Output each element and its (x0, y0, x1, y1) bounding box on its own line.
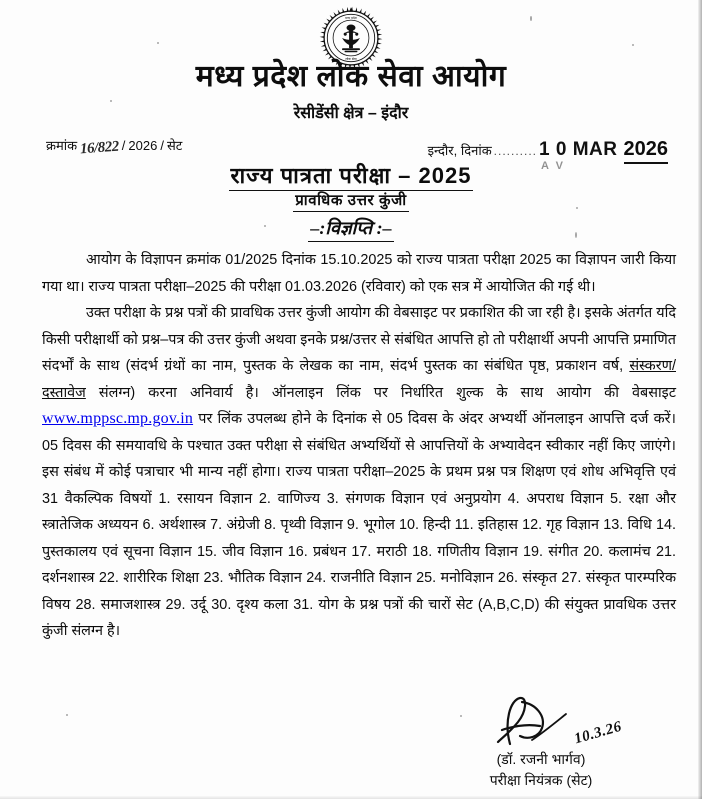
organization-subtitle: रेसीडेंसी क्षेत्र – इंदौर (293, 105, 409, 122)
dateline-place-label: इन्दौर, दिनांक (427, 143, 492, 158)
reference-separator-2: / (160, 138, 164, 153)
reference-label: क्रमांक (46, 138, 78, 153)
reference-handwritten-number: 16/822 (79, 138, 120, 158)
signatory-name: (डॉ. रजनी भार्गव) (496, 751, 586, 767)
reference-separator-1: / (121, 138, 126, 153)
answer-key-subtitle-text: प्रावधिक उत्तर कुंजी (293, 192, 409, 212)
document-body (42, 247, 676, 645)
page-title: मध्य प्रदेश लोक सेवा आयोग (195, 60, 507, 93)
exam-title (0, 160, 702, 190)
reference-year: 2026 (128, 138, 158, 153)
paragraph-2-underlined-term: संस्करण/दस्तावेज (42, 358, 676, 401)
paragraph-2-tail: के प्रश्न पत्रों की चारों सेट (A,B,C,D) की संयुक्त प्रावधिक उत्तर कुंजी संलग्न है। (42, 596, 676, 639)
handwritten-signature (426, 692, 656, 748)
answer-key-subtitle (0, 190, 702, 210)
reference-suffix: सेट (166, 138, 183, 153)
paragraph-2 (42, 300, 676, 645)
scan-speck (66, 714, 68, 716)
date-stamp-day: 1 0 (539, 139, 567, 160)
paragraph-2-part-3: पर लिंक उपलब्ध होने के दिनांक से 05 दिवस के अंदर अभ्यर्थी ऑनलाइन आपत्ति दर्ज करें। 05 दिवस की समयावधि के पश्चात उक्त परीक्षा से संबंधित अभ्यर्थियों से आपत्तियों के अभ्यावेदन स्वीकार नहीं किए जाएंगे। इस संबंध में कोई पत्राचार भी मान्य नहीं होगा। राज्य पात्रता परीक्षा–2025 के प्रथम प्रश्न पत्र शिक्षण एवं शोध अभिवृत्ति एवं 31 वैकल्पिक विषयों (42, 411, 676, 507)
subject-list: 1. रसायन विज्ञान 2. वाणिज्य 3. संगणक विज्ञान एवं अनुप्रयोग 4. अपराध विज्ञान 5. रक्षा और स्त्रातेजिक अध्ययन 6. अर्थशास्त्र 7. अंग्रेजी 8. पृथ्वी विज्ञान 9. भूगोल 10. हिन्दी 11. इतिहास 12. गृह विज्ञान 13. विधि 14. पुस्तकालय एवं सूचना विज्ञान 15. जीव विज्ञान 16. प्रबंधन 17. मराठी 18. गणितीय विज्ञान 19. संगीत 20. कलामंच 21. दर्शनशास्त्र 22. शारीरिक शिक्षा 23. भौतिक विज्ञान 24. राजनीति विज्ञान 25. मनोविज्ञान 26. संस्कृत 27. संस्कृत पारम्परिक विषय 28. समाजशास्त्र 29. उर्दू 30. दृश्य कला 31. योग (42, 490, 676, 613)
paragraph-1: आयोग के विज्ञापन क्रमांक 01/2025 दिनांक 15.10.2025 को राज्य पात्रता परीक्षा 2025 का विज्ञापन जारी किया गया था। राज्य पात्रता परीक्षा–2025 की परीक्षा 01.03.2026 (रविवार) को एक सत्र में आयोजित की गई थी। (42, 252, 676, 295)
signatory-designation: परीक्षा नियंत्रक (सेट) (489, 772, 593, 788)
svg-text:लोक सेवा: लोक सेवा (345, 56, 357, 61)
svg-text:मध्य प्रदेश: मध्य प्रदेश (345, 15, 357, 20)
paragraph-2-part-1: उक्त परीक्षा के प्रश्न पत्रों की प्रावधिक उत्तर कुंजी आयोग की वेबसाइट पर प्रकाशित की जा रही है। इसके अंतर्गत यदि किसी परीक्षार्थी को प्रश्न–पत्र की उत्तर कुंजी अथवा इनके प्रश्न/उत्तर से संबंधित आपत्ति हो तो परीक्षार्थी अपनी आपत्ति प्रमाणित संदर्भों के साथ (संदर्भ ग्रंथों का नाम, पुस्तक के लेखक का नाम, संदर्भ पुस्तक का संबंधित पृष्ठ, प्रकाशन वर्ष, (42, 305, 676, 374)
date-stamp-month: MAR (572, 139, 618, 160)
date-stamp (539, 139, 618, 172)
signature-block (426, 692, 656, 791)
signature-date: 10.3.26 (572, 718, 624, 748)
dateline-dots: .......... (493, 144, 538, 158)
notice-heading (0, 216, 702, 240)
date-stamp-smear: A V (541, 160, 565, 172)
notice-heading-text: –:विज्ञप्ति :– (308, 218, 393, 242)
reference-number-group (46, 136, 183, 158)
date-stamp-year: 2026 (624, 138, 669, 164)
paragraph-2-part-2: संलग्न) करना अनिवार्य है। ऑनलाइन लिंक पर निर्धारित शुल्क के साथ आयोग की वेबसाइट (85, 384, 676, 401)
exam-title-text: राज्य पात्रता परीक्षा – 2025 (229, 163, 474, 191)
website-url-link[interactable]: www.mppsc.mp.gov.in (42, 410, 194, 427)
